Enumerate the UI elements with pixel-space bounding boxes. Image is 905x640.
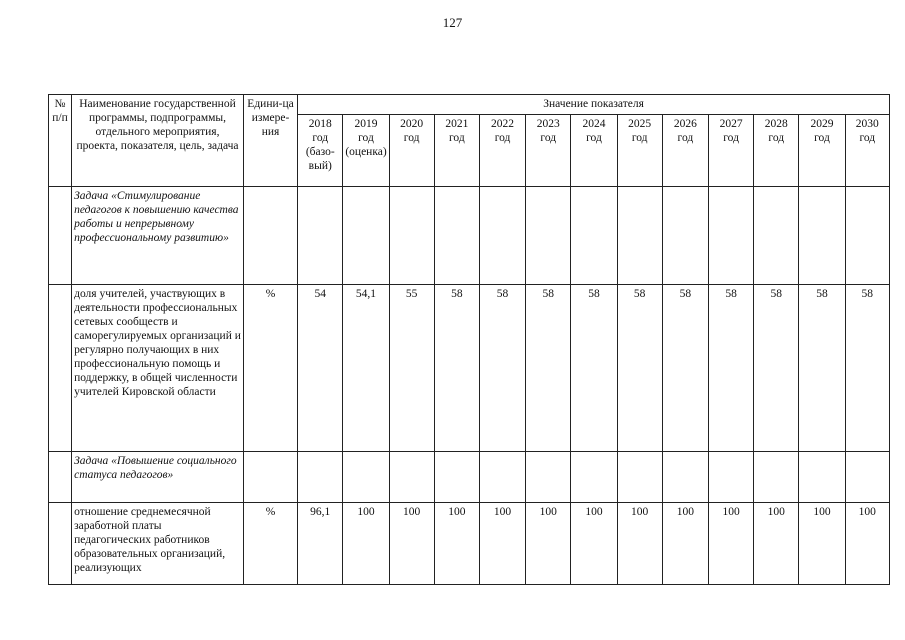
value-cell xyxy=(479,187,525,285)
unit-cell: % xyxy=(243,285,297,452)
value-cell xyxy=(845,452,889,503)
value-cell: 58 xyxy=(434,285,479,452)
value-cell xyxy=(526,187,571,285)
indicator-name: доля учителей, участвующих в деятельности профессиональных сетевых сообществ и саморегулируемых организаций и регулярно получающих в них профессиональную помощь и поддержку, в общей численности учителей Кировской области xyxy=(72,285,244,452)
header-year: 2022 год xyxy=(479,115,525,187)
header-col-unit: Едини-ца измере-ния xyxy=(243,95,297,187)
header-year: 2023 год xyxy=(526,115,571,187)
value-cell xyxy=(434,452,479,503)
value-cell: 54,1 xyxy=(343,285,389,452)
value-cell: 58 xyxy=(754,285,799,452)
header-row xyxy=(49,95,890,115)
value-cell xyxy=(754,187,799,285)
value-cell xyxy=(617,187,662,285)
value-cell xyxy=(571,187,617,285)
row-number-cell xyxy=(49,452,72,503)
value-cell xyxy=(526,452,571,503)
indicators-table xyxy=(48,94,890,585)
table-row-task-1 xyxy=(49,187,890,285)
value-cell xyxy=(343,452,389,503)
header-year: 2029 год xyxy=(799,115,845,187)
header-year: 2025 год xyxy=(617,115,662,187)
value-cell xyxy=(617,452,662,503)
value-cell: 58 xyxy=(708,285,753,452)
value-cell: 58 xyxy=(845,285,889,452)
value-cell: 100 xyxy=(662,503,708,585)
value-cell xyxy=(389,452,434,503)
value-cell: 100 xyxy=(343,503,389,585)
header-year: 2028 год xyxy=(754,115,799,187)
value-cell: 58 xyxy=(617,285,662,452)
value-cell: 96,1 xyxy=(298,503,343,585)
header-year: 2026 год xyxy=(662,115,708,187)
value-cell xyxy=(662,452,708,503)
value-cell: 100 xyxy=(479,503,525,585)
value-cell: 100 xyxy=(799,503,845,585)
value-cell xyxy=(389,187,434,285)
value-cell: 58 xyxy=(799,285,845,452)
table-row-indicator-1 xyxy=(49,285,890,452)
value-cell xyxy=(799,452,845,503)
header-col-values: Значение показателя xyxy=(298,95,890,115)
unit-cell xyxy=(243,452,297,503)
value-cell: 100 xyxy=(754,503,799,585)
value-cell xyxy=(754,452,799,503)
value-cell xyxy=(571,452,617,503)
unit-cell xyxy=(243,187,297,285)
header-col-no: № п/п xyxy=(49,95,72,187)
value-cell: 55 xyxy=(389,285,434,452)
header-col-name: Наименование государственной программы, подпрограммы, отдельного мероприятия, проекта, показателя, цель, задача xyxy=(72,95,244,187)
value-cell: 54 xyxy=(298,285,343,452)
page-number: 127 xyxy=(442,15,463,30)
header-year: 2030 год xyxy=(845,115,889,187)
value-cell: 100 xyxy=(526,503,571,585)
header-year: 2019 год (оценка) xyxy=(343,115,389,187)
value-cell: 58 xyxy=(526,285,571,452)
value-cell xyxy=(845,187,889,285)
task-name: Задача «Стимулирование педагогов к повышению качества работы и непрерывному профессиональному развитию» xyxy=(72,187,244,285)
value-cell xyxy=(434,187,479,285)
header-year: 2027 год xyxy=(708,115,753,187)
value-cell: 100 xyxy=(571,503,617,585)
value-cell: 100 xyxy=(708,503,753,585)
row-number-cell xyxy=(49,503,72,585)
value-cell xyxy=(662,187,708,285)
value-cell: 100 xyxy=(434,503,479,585)
value-cell xyxy=(708,187,753,285)
indicator-name: отношение среднемесячной заработной платы педагогических работников образовательных организаций, реализующих xyxy=(72,503,244,585)
value-cell xyxy=(479,452,525,503)
header-year: 2020 год xyxy=(389,115,434,187)
header-year: 2024 год xyxy=(571,115,617,187)
value-cell xyxy=(799,187,845,285)
value-cell: 58 xyxy=(571,285,617,452)
table-row-indicator-2 xyxy=(49,503,890,585)
value-cell: 100 xyxy=(617,503,662,585)
value-cell xyxy=(298,452,343,503)
value-cell xyxy=(343,187,389,285)
value-cell: 58 xyxy=(662,285,708,452)
value-cell xyxy=(708,452,753,503)
value-cell xyxy=(298,187,343,285)
row-number-cell xyxy=(49,285,72,452)
unit-cell: % xyxy=(243,503,297,585)
task-name: Задача «Повышение социального статуса педагогов» xyxy=(72,452,244,503)
table-row-task-2 xyxy=(49,452,890,503)
header-year: 2021 год xyxy=(434,115,479,187)
value-cell: 100 xyxy=(389,503,434,585)
header-year: 2018 год (базо-вый) xyxy=(298,115,343,187)
row-number-cell xyxy=(49,187,72,285)
value-cell: 58 xyxy=(479,285,525,452)
value-cell: 100 xyxy=(845,503,889,585)
